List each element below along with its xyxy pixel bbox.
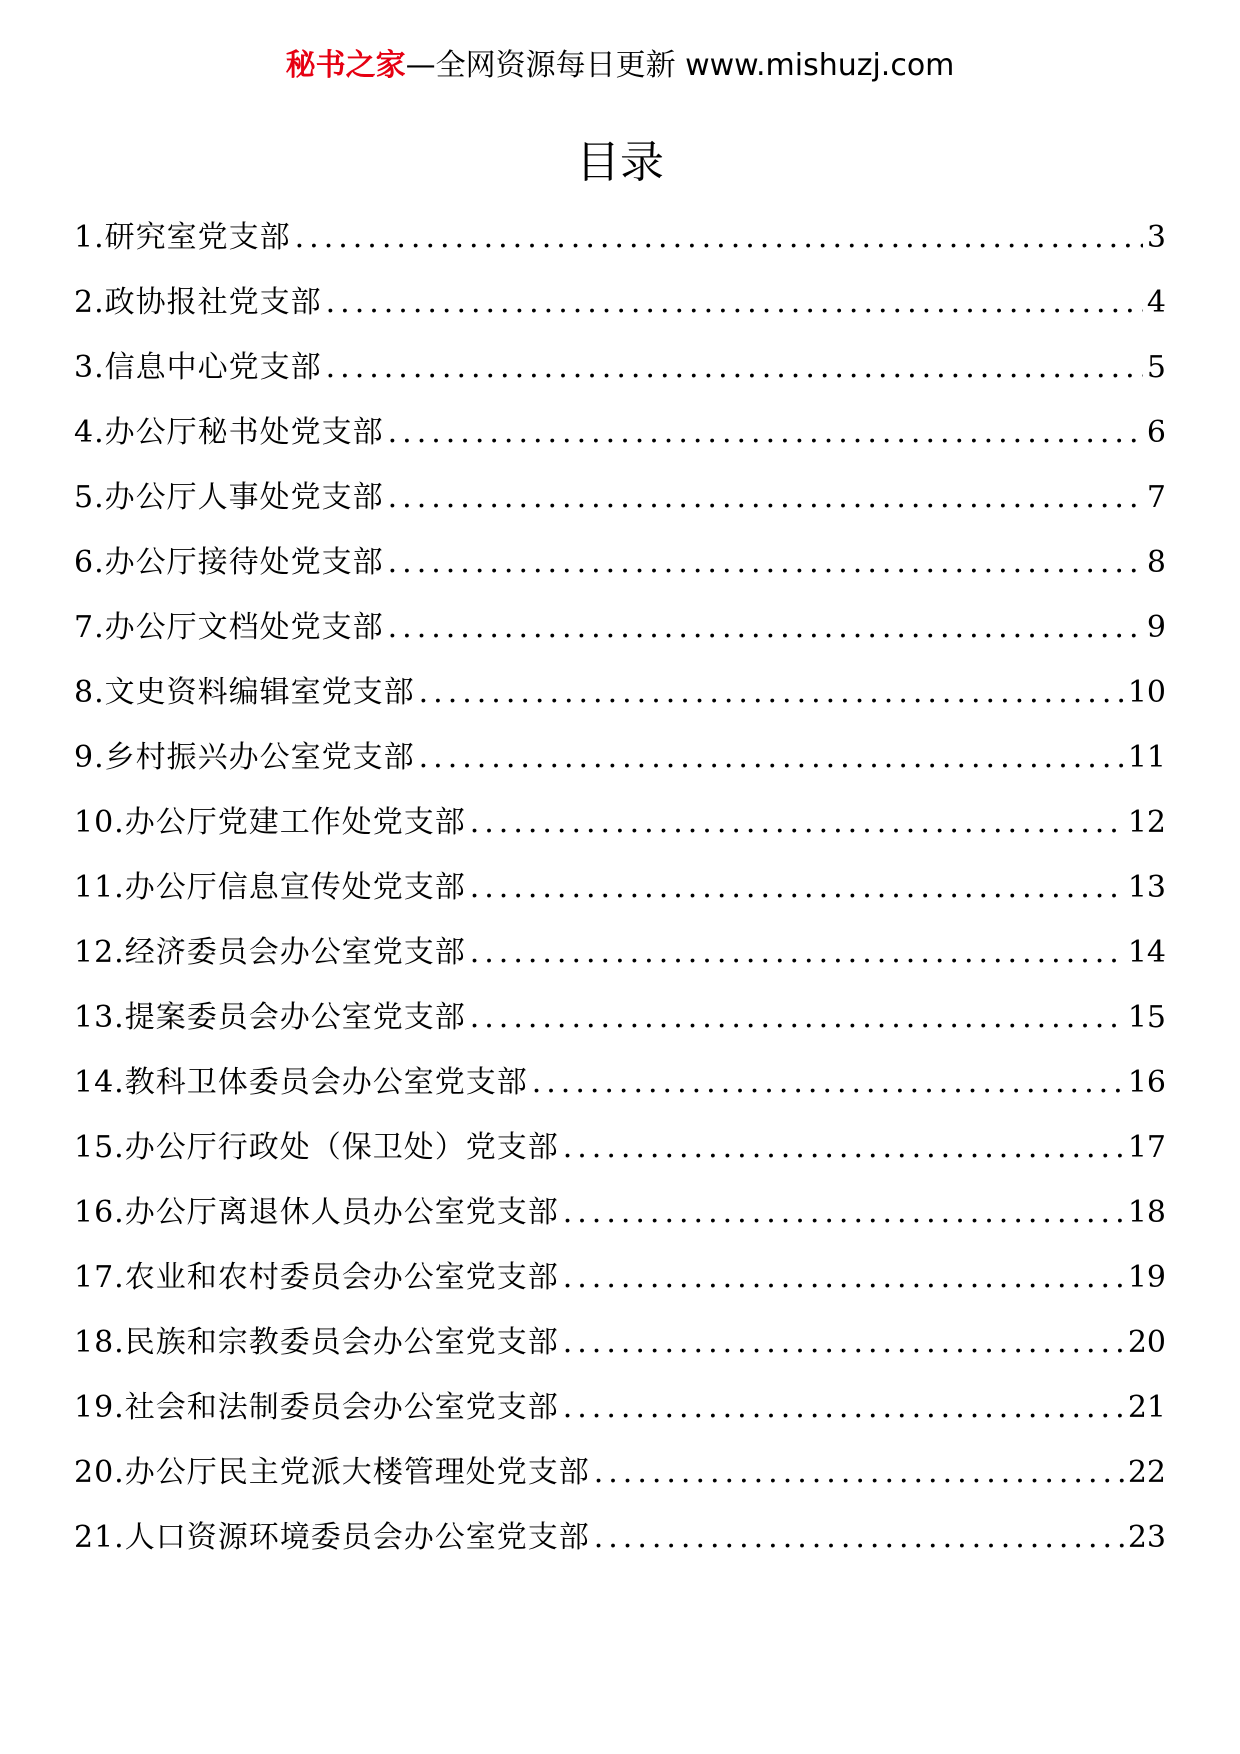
- toc-entry[interactable]: [74, 1130, 1166, 1195]
- toc-entry-page-number: 19: [1127, 1260, 1166, 1295]
- toc-dot-leader: [470, 805, 1124, 841]
- toc-entry-label: 6.办公厅接待处党支部: [74, 545, 384, 580]
- toc-entry-label: 12.经济委员会办公室党支部: [74, 935, 466, 970]
- page-title: 目录: [576, 137, 664, 189]
- toc-entry-label: 13.提案委员会办公室党支部: [74, 1000, 466, 1035]
- toc-entry-label: 2.政协报社党支部: [74, 285, 322, 320]
- toc-entry-label: 9.乡村振兴办公室党支部: [74, 740, 415, 775]
- toc-dot-leader: [563, 1325, 1124, 1361]
- toc-dot-leader: [470, 1000, 1124, 1036]
- toc-entry-page-number: 6: [1146, 415, 1166, 450]
- toc-dot-leader: [388, 610, 1143, 646]
- toc-entry[interactable]: [74, 740, 1166, 805]
- toc-entry-page-number: 8: [1146, 545, 1166, 580]
- toc-entry-page-number: 12: [1127, 805, 1166, 840]
- toc-entry-page-number: 7: [1146, 480, 1166, 515]
- toc-dot-leader: [419, 675, 1124, 711]
- toc-dot-leader: [326, 285, 1143, 321]
- toc-entry[interactable]: [74, 870, 1166, 935]
- toc-dot-leader: [326, 350, 1143, 386]
- toc-entry-page-number: 9: [1146, 610, 1166, 645]
- toc-entry-label: 4.办公厅秘书处党支部: [74, 415, 384, 450]
- toc-entry[interactable]: [74, 545, 1166, 610]
- toc-entry-label: 20.办公厅民主党派大楼管理处党支部: [74, 1455, 590, 1490]
- toc-entry-label: 19.社会和法制委员会办公室党支部: [74, 1390, 559, 1425]
- toc-entry-page-number: 21: [1127, 1390, 1166, 1425]
- toc-entry-label: 18.民族和宗教委员会办公室党支部: [74, 1325, 559, 1360]
- toc-dot-leader: [563, 1390, 1124, 1426]
- toc-entry[interactable]: [74, 220, 1166, 285]
- toc-entry-page-number: 16: [1127, 1065, 1166, 1100]
- toc-entry-label: 17.农业和农村委员会办公室党支部: [74, 1260, 559, 1295]
- toc-entry-label: 14.教科卫体委员会办公室党支部: [74, 1065, 528, 1100]
- toc-dot-leader: [563, 1195, 1124, 1231]
- toc-entry[interactable]: [74, 1065, 1166, 1130]
- toc-dot-leader: [388, 415, 1143, 451]
- toc-entry[interactable]: [74, 285, 1166, 350]
- toc-entry-label: 1.研究室党支部: [74, 220, 291, 255]
- toc-entry[interactable]: [74, 1455, 1166, 1520]
- toc-entry[interactable]: [74, 1520, 1166, 1585]
- toc-entry-page-number: 13: [1127, 870, 1166, 905]
- toc-entry-page-number: 15: [1127, 1000, 1166, 1035]
- toc-entry-label: 7.办公厅文档处党支部: [74, 610, 384, 645]
- toc-dot-leader: [563, 1260, 1124, 1296]
- table-of-contents: [74, 220, 1166, 1585]
- toc-entry[interactable]: [74, 675, 1166, 740]
- header-tagline: —全网资源每日更新 www.mishuzj.com: [405, 48, 955, 83]
- toc-dot-leader: [594, 1520, 1124, 1556]
- toc-entry-page-number: 3: [1146, 220, 1166, 255]
- toc-entry[interactable]: [74, 1260, 1166, 1325]
- toc-entry-page-number: 10: [1127, 675, 1166, 710]
- toc-dot-leader: [563, 1130, 1124, 1166]
- toc-entry-label: 11.办公厅信息宣传处党支部: [74, 870, 466, 905]
- toc-dot-leader: [419, 740, 1124, 776]
- toc-dot-leader: [594, 1455, 1124, 1491]
- toc-entry[interactable]: [74, 805, 1166, 870]
- toc-dot-leader: [532, 1065, 1124, 1101]
- toc-entry-page-number: 4: [1146, 285, 1166, 320]
- toc-dot-leader: [470, 870, 1124, 906]
- toc-entry[interactable]: [74, 1325, 1166, 1390]
- brand-name: 秘书之家: [285, 48, 406, 83]
- toc-entry-label: 16.办公厅离退休人员办公室党支部: [74, 1195, 559, 1230]
- toc-entry-label: 3.信息中心党支部: [74, 350, 322, 385]
- toc-entry-label: 8.文史资料编辑室党支部: [74, 675, 415, 710]
- toc-entry-page-number: 23: [1127, 1520, 1166, 1555]
- toc-entry-label: 10.办公厅党建工作处党支部: [74, 805, 466, 840]
- toc-entry-page-number: 22: [1127, 1455, 1166, 1490]
- toc-entry[interactable]: [74, 1390, 1166, 1455]
- toc-entry-label: 5.办公厅人事处党支部: [74, 480, 384, 515]
- toc-entry[interactable]: [74, 1195, 1166, 1260]
- toc-entry-page-number: 11: [1127, 740, 1166, 775]
- toc-entry[interactable]: [74, 415, 1166, 480]
- toc-entry[interactable]: [74, 1000, 1166, 1065]
- toc-entry[interactable]: [74, 350, 1166, 415]
- toc-dot-leader: [470, 935, 1124, 971]
- toc-entry[interactable]: [74, 935, 1166, 1000]
- toc-entry[interactable]: [74, 480, 1166, 545]
- toc-entry-page-number: 5: [1146, 350, 1166, 385]
- page-header: [0, 44, 1240, 88]
- toc-entry-label: 15.办公厅行政处（保卫处）党支部: [74, 1130, 559, 1165]
- toc-entry-page-number: 18: [1127, 1195, 1166, 1230]
- toc-dot-leader: [388, 480, 1143, 516]
- toc-entry-label: 21.人口资源环境委员会办公室党支部: [74, 1520, 590, 1555]
- toc-dot-leader: [295, 220, 1143, 256]
- toc-entry-page-number: 14: [1127, 935, 1166, 970]
- toc-entry[interactable]: [74, 610, 1166, 675]
- toc-dot-leader: [388, 545, 1143, 581]
- toc-entry-page-number: 17: [1127, 1130, 1166, 1165]
- toc-entry-page-number: 20: [1127, 1325, 1166, 1360]
